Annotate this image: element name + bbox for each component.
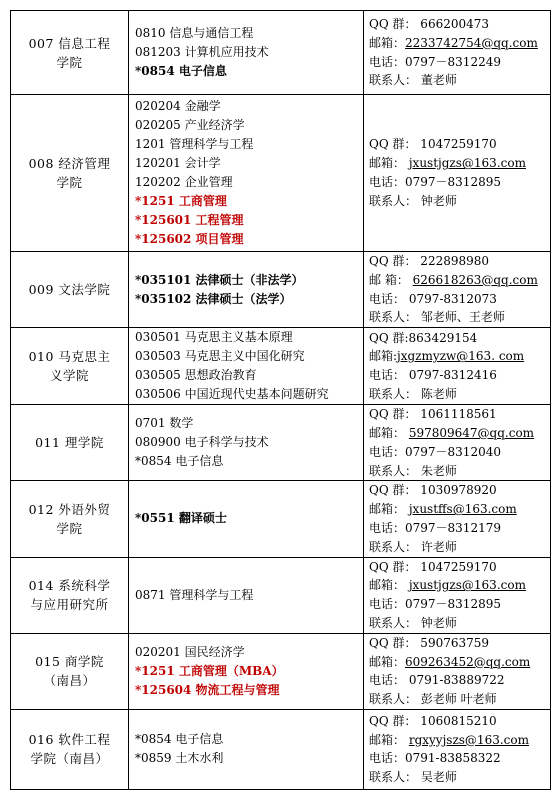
phone: 电话：0797－8312249 <box>369 54 501 69</box>
contact-info <box>364 481 551 557</box>
major-item: 020204 金融学 <box>135 99 221 113</box>
qq-group: QQ 群： 1060815210 <box>369 713 497 728</box>
email-line <box>369 731 550 750</box>
phone: 电话： 0791-83889722 <box>369 673 505 688</box>
contact-person: 联系人： 钟老师 <box>369 615 457 630</box>
major-item: 020201 国民经济学 <box>135 644 245 659</box>
table-row <box>11 328 551 405</box>
major-item: *035101 法律硕士（非法学） <box>135 272 304 287</box>
major-item: 030506 中国近现代史基本问题研究 <box>135 387 329 402</box>
contact-person: 联系人： 许老师 <box>369 539 457 554</box>
contact-info <box>364 557 551 633</box>
major-item: 1201 管理科学与工程 <box>135 137 254 151</box>
major-item: *1251 工商管理（MBA） <box>135 663 284 678</box>
major-item: 080900 电子科学与技术 <box>135 435 269 450</box>
table-body <box>11 11 551 790</box>
table-row <box>11 633 551 709</box>
college-name: 012 外语外贸学院 <box>11 481 129 557</box>
qq-group: QQ 群： 1047259170 <box>369 137 497 152</box>
phone: 电话：0797－8312179 <box>369 520 501 535</box>
major-item: 120201 会计学 <box>135 156 221 170</box>
email-address[interactable]: jxgzmyzw@163. com <box>397 349 525 364</box>
email-line <box>369 576 550 595</box>
contact-info <box>364 95 551 252</box>
qq-group: QQ 群： 666200473 <box>369 16 490 31</box>
major-item: 030505 思想政治教育 <box>135 368 257 383</box>
email-line <box>369 347 550 366</box>
contact-info <box>364 633 551 709</box>
college-name: 008 经济管理学院 <box>11 95 129 252</box>
major-list <box>129 328 364 405</box>
major-item: *125602 项目管理 <box>135 232 244 246</box>
major-item: *0854 电子信息 <box>135 732 224 747</box>
email-label: 邮 箱： <box>369 272 413 287</box>
contact-person: 联系人： 吴老师 <box>369 770 457 785</box>
college-name: 009 文法学院 <box>11 252 129 328</box>
email-label: 邮箱： <box>369 35 406 50</box>
phone: 电话：0797－8312040 <box>369 444 501 459</box>
contact-person: 联系人： 钟老师 <box>369 193 457 208</box>
email-address[interactable]: jxustjgzs@163.com <box>408 156 526 171</box>
contact-info <box>364 405 551 481</box>
qq-group: QQ 群:863429154 <box>369 330 478 345</box>
phone: 电话：0791-83858322 <box>369 751 501 766</box>
email-label: 邮箱： <box>369 732 409 747</box>
phone: 电话： 0797-8312073 <box>369 291 497 306</box>
major-list <box>129 709 364 789</box>
email-address[interactable]: 2233742754@qq.com <box>405 35 538 50</box>
phone: 电话：0797－8312895 <box>369 597 501 612</box>
qq-group: QQ 群： 1047259170 <box>369 559 497 574</box>
email-label: 邮箱： <box>369 156 409 171</box>
major-list <box>129 11 364 95</box>
table-row <box>11 95 551 252</box>
table-row <box>11 481 551 557</box>
email-label: 邮箱： <box>369 425 409 440</box>
major-item: *1251 工商管理 <box>135 194 227 208</box>
email-address[interactable]: 609263452@qq.com <box>405 654 531 669</box>
major-list <box>129 481 364 557</box>
email-line <box>369 653 550 672</box>
major-item: 0871 管理科学与工程 <box>135 587 254 602</box>
college-name: 016 软件工程学院（南昌） <box>11 709 129 789</box>
contact-person: 联系人： 朱老师 <box>369 463 457 478</box>
table-row <box>11 405 551 481</box>
major-item: *125601 工程管理 <box>135 213 244 227</box>
college-name: 014 系统科学与应用研究所 <box>11 557 129 633</box>
major-item: 120202 企业管理 <box>135 175 233 189</box>
contact-person: 联系人： 陈老师 <box>369 386 457 401</box>
major-list <box>129 95 364 252</box>
contact-info <box>364 252 551 328</box>
major-item: *0854 电子信息 <box>135 64 227 78</box>
major-item: *0854 电子信息 <box>135 454 224 469</box>
email-address[interactable]: jxustffs@163.com <box>408 502 517 517</box>
contact-info <box>364 709 551 789</box>
major-item: *0859 土木水利 <box>135 751 224 766</box>
email-line <box>369 271 550 290</box>
email-label: 邮箱： <box>369 654 406 669</box>
email-label: 邮箱： <box>369 502 409 517</box>
major-item: *035102 法律硕士（法学） <box>135 291 292 306</box>
qq-group: QQ 群： 1061118561 <box>369 407 497 422</box>
phone: 电话：0797－8312895 <box>369 175 501 189</box>
email-label: 邮箱： <box>369 578 409 593</box>
contact-person: 联系人： 邹老师、王老师 <box>369 310 505 325</box>
college-name: 011 理学院 <box>11 405 129 481</box>
major-item: 030501 马克思主义基本原理 <box>135 330 293 345</box>
college-name: 010 马克思主义学院 <box>11 328 129 405</box>
email-address[interactable]: 626618263@qq.com <box>412 272 538 287</box>
table-row <box>11 252 551 328</box>
contact-info <box>364 11 551 95</box>
email-line <box>369 154 550 173</box>
contact-info <box>364 328 551 405</box>
table-row <box>11 709 551 789</box>
college-name: 007 信息工程学院 <box>11 11 129 95</box>
major-item: 020205 产业经济学 <box>135 118 245 132</box>
major-list <box>129 633 364 709</box>
contact-person: 联系人： 董老师 <box>369 73 457 88</box>
major-list <box>129 252 364 328</box>
qq-group: QQ 群： 222898980 <box>369 254 490 268</box>
major-item: 081203 计算机应用技术 <box>135 45 269 59</box>
major-list <box>129 405 364 481</box>
major-item: 0810 信息与通信工程 <box>135 26 254 40</box>
contact-person: 联系人： 彭老师 叶老师 <box>369 692 497 707</box>
email-address[interactable]: jxustjgzs@163.com <box>408 578 526 593</box>
email-address[interactable]: 597809647@qq.com <box>408 425 535 440</box>
qq-group: QQ 群： 1030978920 <box>369 483 497 498</box>
email-line <box>369 34 550 53</box>
email-line <box>369 500 550 519</box>
phone: 电话： 0797-8312416 <box>369 368 497 383</box>
email-line <box>369 424 550 443</box>
email-address[interactable]: rgxyyjszs@163.com <box>408 732 529 747</box>
major-item: 030503 马克思主义中国化研究 <box>135 349 305 364</box>
email-label: 邮箱: <box>369 349 398 364</box>
major-item: *0551 翻译硕士 <box>135 511 227 526</box>
major-item: 0701 数学 <box>135 416 194 431</box>
qq-group: QQ 群： 590763759 <box>369 635 490 650</box>
major-list <box>129 557 364 633</box>
table-row <box>11 11 551 95</box>
enrollment-contact-table <box>10 10 551 790</box>
table-row <box>11 557 551 633</box>
college-name: 015 商学院（南昌） <box>11 633 129 709</box>
major-item: *125604 物流工程与管理 <box>135 682 280 697</box>
